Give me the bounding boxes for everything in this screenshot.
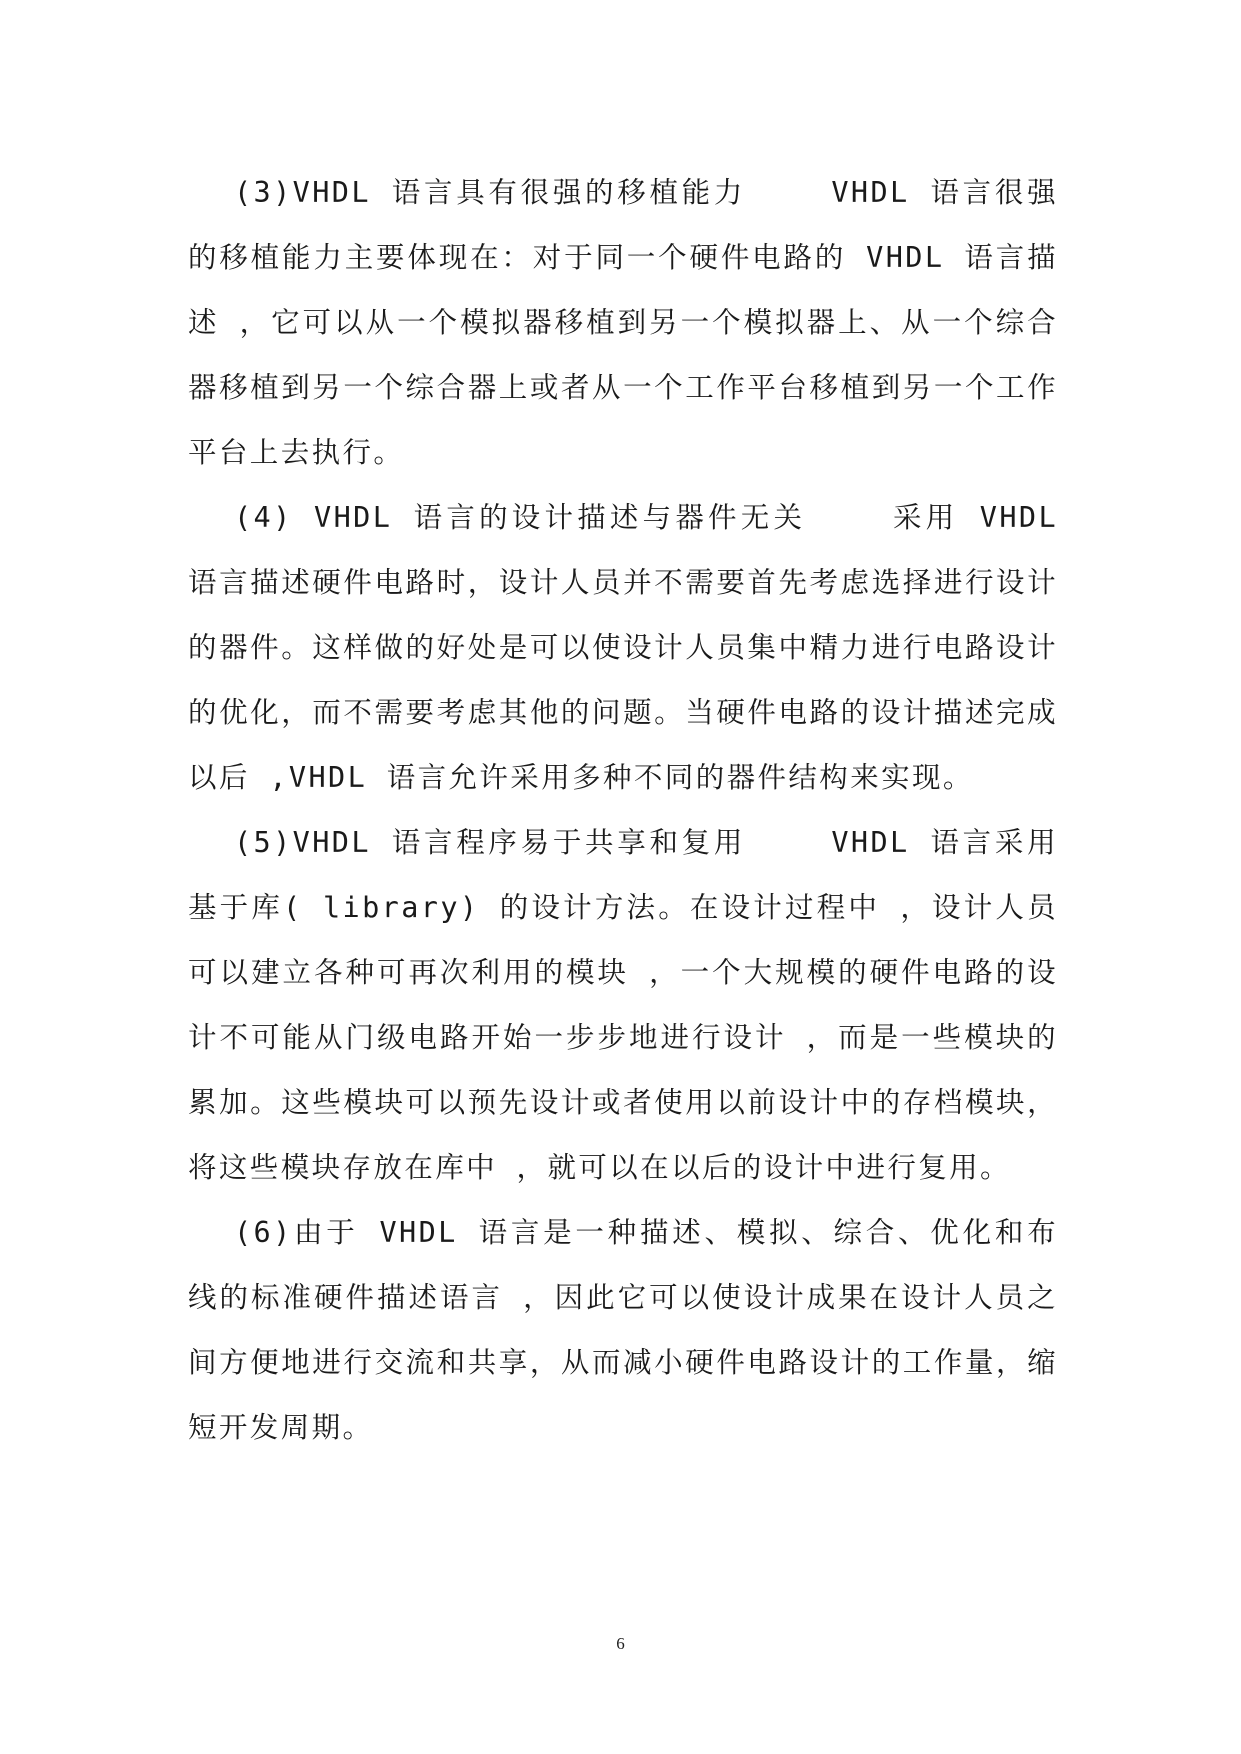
paragraph-sharing-reuse: (5)VHDL 语言程序易于共享和复用 VHDL 语言采用基于库( library) 的设计方法。在设计过程中 ，设计人员可以建立各种可再次利用的模块 ，一个大规模的硬件电路的设计不可能从门级电路开始一步步地进行设计 ，而是一些模块的累加。这些模块可以预先设计或者使用以前设计中的存档模块，将这些模块存放在库中 ，就可以在以后的设计中进行复用。 [188,826,1058,1184]
paragraph-standard-language: (6)由于 VHDL 语言是一种描述、模拟、综合、优化和布线的标准硬件描述语言 ，因此它可以使设计成果在设计人员之间方便地进行交流和共享，从而减小硬件电路设计的工作量，缩短开发周期。 [188,1216,1058,1444]
paragraph-device-independence: (4) VHDL 语言的设计描述与器件无关 采用 VHDL 语言描述硬件电路时，设计人员并不需要首先考虑选择进行设计的器件。这样做的好处是可以使设计人员集中精力进行电路设计的优化，而不需要考虑其他的问题。当硬件电路的设计描述完成以后 ,VHDL 语言允许采用多种不同的器件结构来实现。 [188,501,1058,794]
document-body [188,160,1058,1460]
page-number: 6 [616,1634,625,1653]
paragraph-portability: (3)VHDL 语言具有很强的移植能力 VHDL 语言很强的移植能力主要体现在：对于同一个硬件电路的 VHDL 语言描述 ，它可以从一个模拟器移植到另一个模拟器上、从一个综合器移植到另一个综合器上或者从一个工作平台移植到另一个工作平台上去执行。 [188,176,1058,469]
